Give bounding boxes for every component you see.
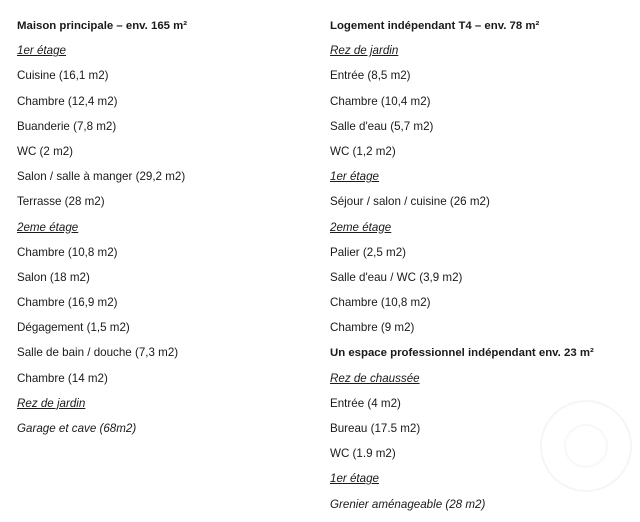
t4-apartment-title: Logement indépendant T4 – env. 78 m² — [330, 20, 540, 32]
room-item: Séjour / salon / cuisine (26 m2) — [330, 195, 490, 209]
room-item: Entrée (4 m2) — [330, 396, 401, 410]
room-item: Entrée (8,5 m2) — [330, 69, 411, 83]
room-item: Bureau (17.5 m2) — [330, 422, 421, 435]
office-space-title: Un espace professionnel indépendant env. 23 m² — [330, 347, 594, 360]
room-item: Grenier aménageable (28 m2) — [330, 497, 486, 511]
section-label-1er-etage: 1er étage — [17, 44, 66, 58]
room-item: Chambre (9 m2) — [330, 321, 415, 335]
room-item: Salle d'eau (5,7 m2) — [330, 119, 434, 133]
room-item: Chambre (10,8 m2) — [17, 245, 118, 259]
room-item: Salon (18 m2) — [17, 270, 90, 284]
section-label-rez-de-jardin: Rez de jardin — [330, 44, 399, 58]
main-house-title: Maison principale – env. 165 m² — [17, 20, 188, 32]
room-item: Chambre (10,4 m2) — [330, 94, 431, 108]
room-item: WC (2 m2) — [17, 144, 74, 158]
room-item: Terrasse (28 m2) — [17, 195, 105, 209]
section-label-2eme-etage: 2eme étage — [17, 220, 79, 234]
room-item: Chambre (16,9 m2) — [17, 296, 118, 310]
room-item: WC (1.9 m2) — [330, 447, 396, 461]
room-item: Buanderie (7,8 m2) — [17, 119, 117, 133]
room-item: Salon / salle à manger (29,2 m2) — [17, 170, 186, 184]
watermark-logo — [540, 400, 632, 492]
room-item: Salle de bain / douche (7,3 m2) — [17, 346, 179, 360]
section-label-2eme-etage: 2eme étage — [330, 220, 392, 234]
room-item: Chambre (14 m2) — [17, 371, 108, 385]
room-item: Palier (2,5 m2) — [330, 245, 407, 259]
left-column — [17, 18, 317, 446]
room-item: Chambre (12,4 m2) — [17, 94, 118, 108]
section-label-1er-etage: 1er étage — [330, 170, 379, 184]
section-label-rez-de-jardin: Rez de jardin — [17, 396, 86, 410]
section-label-rez-de-chaussee: Rez de chaussée — [330, 371, 420, 385]
room-item: Garage et cave (68m2) — [17, 422, 137, 435]
room-item: Cuisine (16,1 m2) — [17, 69, 109, 83]
room-item: WC (1,2 m2) — [330, 144, 396, 158]
room-item: Chambre (10,8 m2) — [330, 296, 431, 310]
section-label-1er-etage: 1er étage — [330, 472, 379, 486]
room-item: Dégagement (1,5 m2) — [17, 321, 130, 335]
room-item: Salle d'eau / WC (3,9 m2) — [330, 270, 463, 284]
